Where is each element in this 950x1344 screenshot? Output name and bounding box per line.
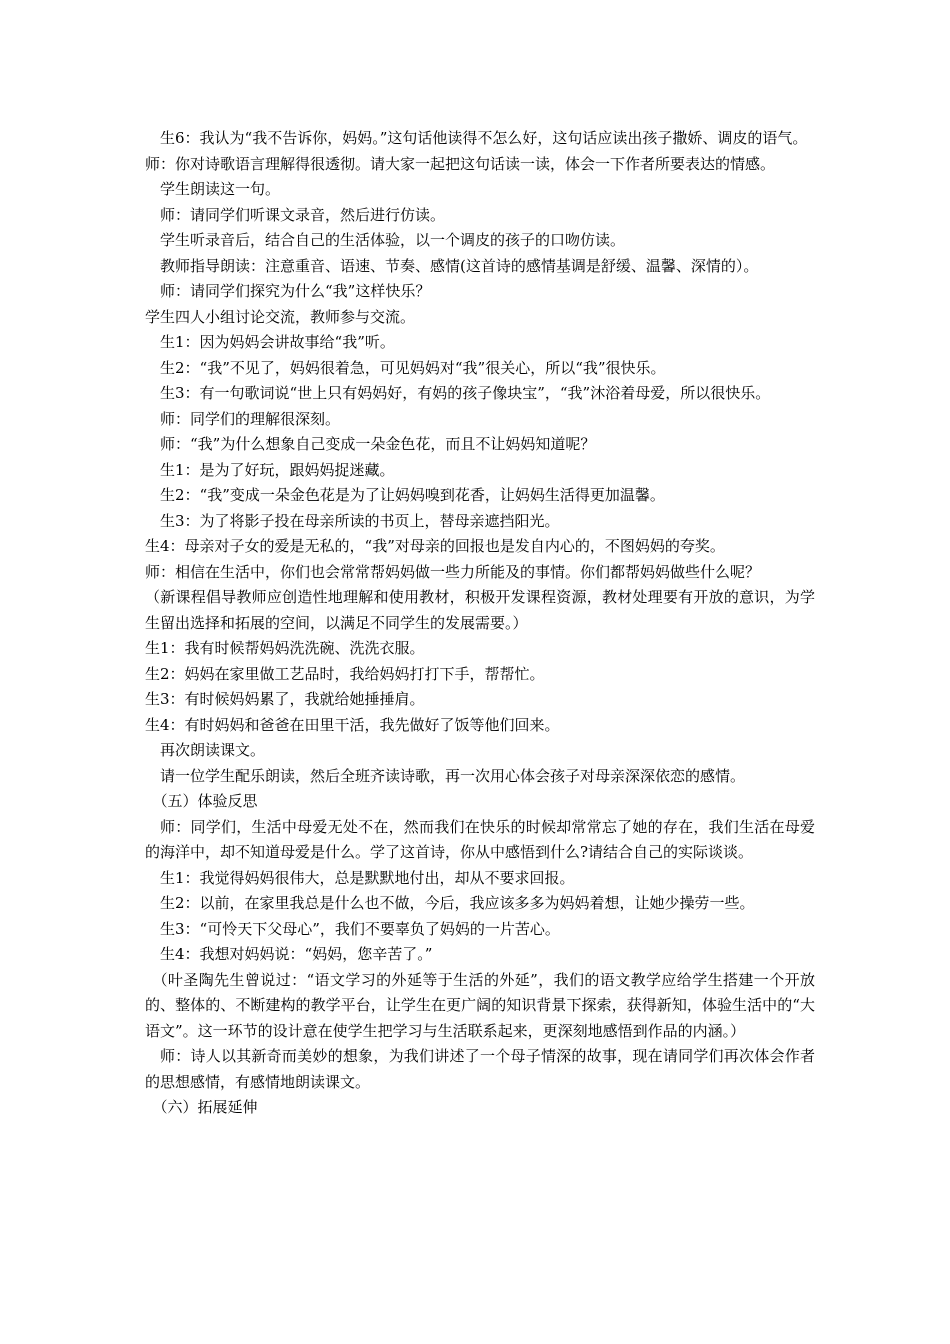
paragraph: 生4：母亲对子女的爱是无私的，“我”对母亲的回报也是发自内心的，不图妈妈的夸奖。 [145, 537, 725, 555]
paragraph: 生1：我有时候帮妈妈洗洗碗、洗洗衣服。 [145, 639, 425, 657]
document-body [145, 126, 815, 1121]
paragraph: （五）体验反思 [152, 792, 258, 810]
paragraph: 生2：“我”不见了，妈妈很着急，可见妈妈对“我”很关心，所以“我”很快乐。 [160, 358, 666, 377]
paragraph: 生1：我觉得妈妈很伟大，总是默默地付出，却从不要求回报。 [160, 868, 575, 887]
paragraph: 生1：是为了好玩，跟妈妈捉迷藏。 [160, 460, 395, 479]
paragraph: 生2：“我”变成一朵金色花是为了让妈妈嗅到花香，让妈妈生活得更加温馨。 [160, 486, 665, 504]
paragraph: 师：“我”为什么想象自己变成一朵金色花，而且不让妈妈知道呢？ [160, 435, 596, 453]
paragraph: 生3：有时候妈妈累了，我就给她捶捶肩。 [145, 690, 425, 708]
paragraph: 生2：妈妈在家里做工艺品时，我给妈妈打打下手，帮帮忙。 [145, 664, 545, 683]
paragraph: 师：同学们，生活中母爱无处不在，然而我们在快乐的时候却常常忘了她的存在，我们生活在母爱的海洋中，却不知道母爱是什么。学了这首诗，你从中感悟到什么?请结合自己的实际谈谈。 [145, 817, 815, 861]
paragraph: （六）拓展延伸 [152, 1098, 258, 1116]
paragraph: 生3：为了将影子投在母亲所读的书页上，替母亲遮挡阳光。 [160, 511, 560, 530]
paragraph: 生4：有时妈妈和爸爸在田里干活，我先做好了饭等他们回来。 [145, 715, 560, 734]
paragraph: 生2：以前，在家里我总是什么也不做，今后，我应该多多为妈妈着想，让她少操劳一些。 [160, 894, 755, 912]
paragraph: 学生四人小组讨论交流，教师参与交流。 [145, 307, 416, 326]
paragraph: 再次朗读课文。 [160, 741, 266, 759]
paragraph: （新课程倡导教师应创造性地理解和使用教材，积极开发课程资源，教材处理要有开放的意识，为学生留出选择和拓展的空间，以满足不同学生的发展需要。） [145, 588, 815, 632]
paragraph: 生4：我想对妈妈说：“妈妈，您辛苦了。” [160, 945, 433, 963]
paragraph: 生3：有一句歌词说“世上只有妈妈好，有妈的孩子像块宝”，“我”沐浴着母爱，所以很快乐。 [160, 384, 771, 402]
paragraph: 学生听录音后，结合自己的生活体验，以一个调皮的孩子的口吻仿读。 [160, 231, 626, 249]
paragraph: 师：请同学们探究为什么“我”这样快乐？ [160, 282, 431, 300]
paragraph: 师：你对诗歌语言理解得很透彻。请大家一起把这句话读一读，体会一下作者所要表达的情感。 [145, 154, 776, 173]
paragraph: 师：相信在生活中，你们也会常常帮妈妈做一些力所能及的事情。你们都帮妈妈做些什么呢？ [145, 562, 761, 581]
paragraph: 生6：我认为“我不告诉你，妈妈。”这句话他读得不怎么好，这句话应读出孩子撒娇、调皮的语气。 [160, 129, 808, 147]
paragraph: 生1：因为妈妈会讲故事给“我”听。 [160, 333, 395, 351]
paragraph: 请一位学生配乐朗读，然后全班齐读诗歌，再一次用心体会孩子对母亲深深依恋的感情。 [160, 766, 746, 785]
paragraph: 师：请同学们听课文录音，然后进行仿读。 [160, 205, 446, 224]
paragraph: 师：同学们的理解很深刻。 [160, 409, 341, 428]
paragraph: 教师指导朗读：注意重音、语速、节奏、感情(这首诗的感情基调是舒缓、温馨、深情的）。 [160, 256, 759, 275]
paragraph: 生3：“可怜天下父母心”，我们不要辜负了妈妈的一片苦心。 [160, 919, 560, 938]
paragraph: （叶圣陶先生曾说过：“语文学习的外延等于生活的外延”，我们的语文教学应给学生搭建一个开放的、整体的、不断建构的教学平台，让学生在更广阔的知识背景下探索，获得新知，体验生活中的“大语文”。这一环节的设计意在使学生把学习与生活联系起来，更深刻地感悟到作品的内涵。） [145, 970, 815, 1040]
paragraph: 学生朗读这一句。 [160, 180, 281, 198]
paragraph: 师：诗人以其新奇而美妙的想象，为我们讲述了一个母子情深的故事，现在请同学们再次体会作者的思想感情，有感情地朗读课文。 [145, 1047, 815, 1091]
